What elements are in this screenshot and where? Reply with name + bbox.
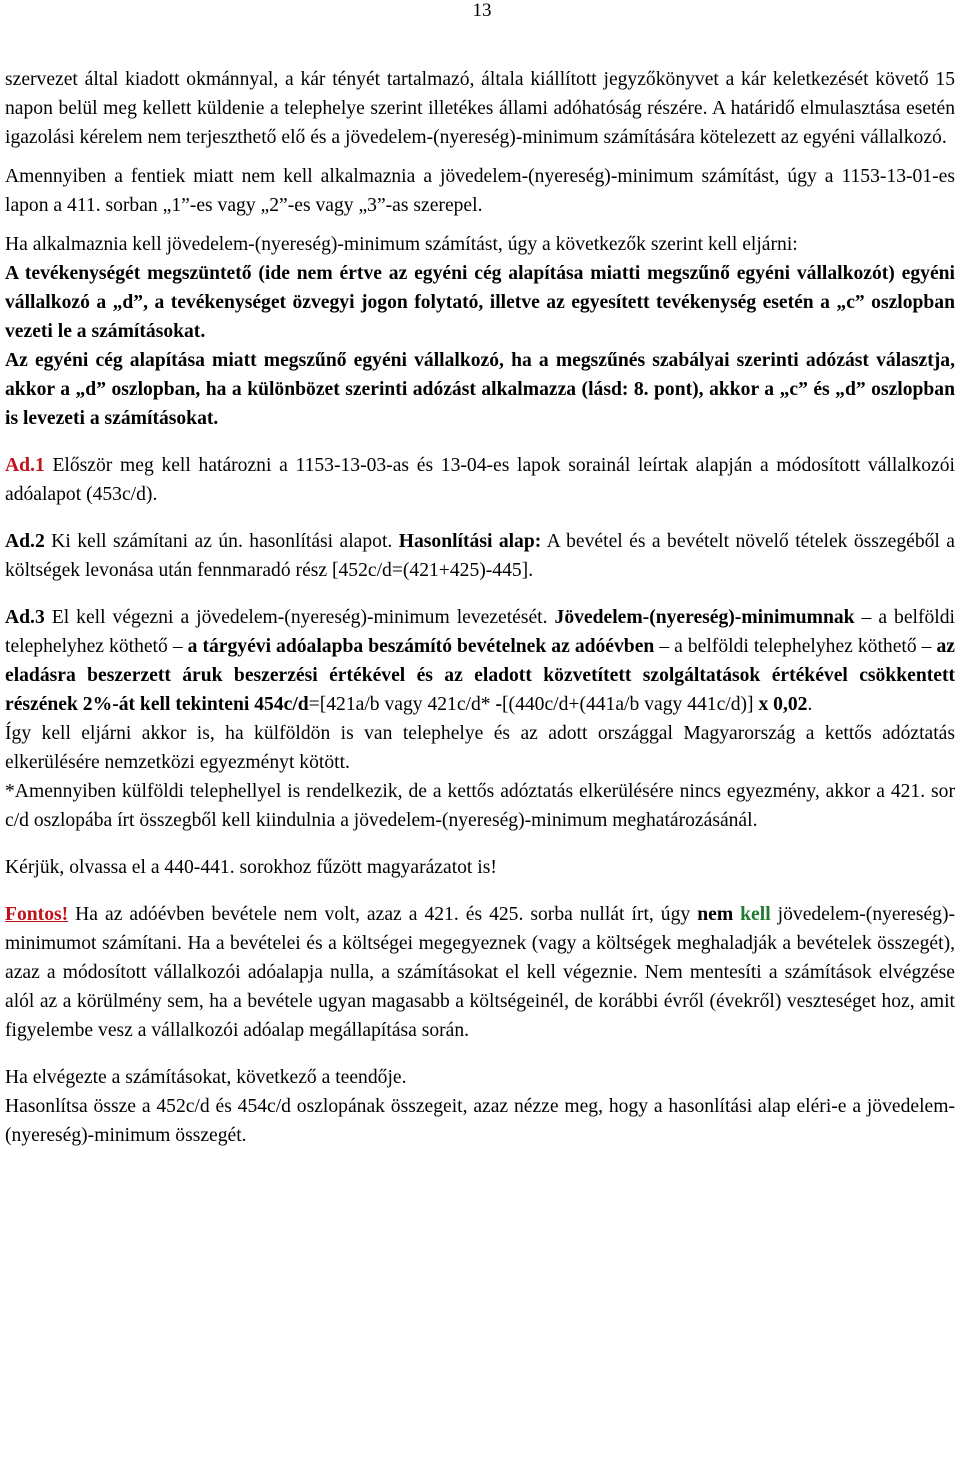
paragraph-fontos xyxy=(5,900,955,1045)
paragraph-compare: Hasonlítsa össze a 452c/d és 454c/d oszlopának összegeit, azaz nézze meg, hogy a hasonlítási alap eléri-e a jövedelem-(nyereség)-minimum összegét. xyxy=(5,1096,955,1146)
ad3-bold-5: x 0,02 xyxy=(758,694,808,715)
paragraph-ad3 xyxy=(5,603,955,719)
fontos-text-1: Ha az adóévben bevétele nem volt, azaz a 421. és 425. sorba nullát írt, úgy xyxy=(68,904,698,925)
paragraph-procedure-intro: Ha alkalmaznia kell jövedelem-(nyereség)-minimum számítást, úgy a következők szerint kell eljárni: xyxy=(5,234,798,255)
ad3-text-1: El kell végezni a jövedelem-(nyereség)-minimum levezetését. xyxy=(44,607,555,628)
fontos-bold-nem: nem xyxy=(697,904,734,925)
paragraph-ad1 xyxy=(5,451,955,509)
fontos-text-2: jövedelem-(nyereség)-minimumot számítani. Ha a bevételei és a költségei megegyeznek (vagy a költségek meghaladják a bevételek összegét), azaz a módosított vállalkozói adóalapja nulla, a számításokat el kell végeznie. Nem mentesíti a számítások elvégzése alól az a körülmény sem, ha a bevétele ugyan magasabb a költségeinél, de korábbi évről (évekről) veszteséget hoz, amit figyelembe vesz a vállalkozói adóalap megállapítása során. xyxy=(5,904,955,1041)
ad3-text-4: =[421a/b vagy 421c/d* xyxy=(308,694,496,715)
ad3-text-2: – a belföldi telephelyhez köthető – xyxy=(5,607,955,657)
ad3-text-6: . xyxy=(807,694,813,715)
paragraph-damage-report: szervezet által kiadott okmánnyal, a kár tényét tartalmazó, általa kiállított jegyzőkönyvet a kár keletkezését követő 15 napon belül meg kellett küldenie a telephelye szerint illetékes állami adóhatóság részére. A határidő elmulasztása esetén igazolási kérelem nem terjeszthető elő és a jövedelem-(nyereség)-minimum számítására kötelezett az egyéni vállalkozó. xyxy=(5,69,955,148)
fontos-bold-kell: kell xyxy=(740,904,771,925)
paragraph-ad2 xyxy=(5,527,955,585)
paragraph-not-applicable: Amennyiben a fentiek miatt nem kell alkalmaznia a jövedelem-(nyereség)-minimum számítást, úgy a 1153-13-01-es lapon a 411. sorban „1”-es vagy „2”-es vagy „3”-as szerepel. xyxy=(5,166,955,216)
paragraph-next-step: Ha elvégezte a számításokat, következő a teendője. xyxy=(5,1067,407,1088)
ad3-text-5: [(440c/d+(441a/b vagy 441c/d)] xyxy=(502,694,759,715)
document-body xyxy=(5,65,955,1150)
fontos-label: Fontos! xyxy=(5,904,69,925)
ad3-bold-4: - xyxy=(495,694,503,715)
ad2-bold-term: Hasonlítási alap: xyxy=(398,531,542,552)
paragraph-read-note: Kérjük, olvassa el a 440-441. sorokhoz fűzött magyarázatot is! xyxy=(5,857,497,878)
ad2-text-1: Ki kell számítani az ún. hasonlítási alapot. xyxy=(44,531,399,552)
paragraph-company-formation-rule: Az egyéni cég alapítása miatt megszűnő egyéni vállalkozó, ha a megszűnés szabályai szerinti adózást választja, akkor a „d” oszlopban, ha a különbözet szerinti adózást alkalmazza (lásd: 8. pont), akkor a „c” és „d” oszlopban is levezeti a számításokat. xyxy=(5,350,955,429)
paragraph-termination-rule: A tevékenységét megszüntető (ide nem értve az egyéni cég alapítása miatti megszűnő egyéni vállalkozót) egyéni vállalkozó a „d”, a tevékenységet özvegyi jogon folytató, illetve az egyesített tevékenység esetén a „c” oszlopban vezeti le a számításokat. xyxy=(5,263,955,342)
ad3-bold-3: az eladásra beszerzett áruk beszerzési értékével és az eladott közvetített szolgáltatások értékével csökkentett részének 2%-át kell tekinteni 454c/d xyxy=(5,636,955,715)
paragraph-foreign-site: Így kell eljárni akkor is, ha külföldön is van telephelye és az adott országgal Magyarország a kettős adóztatás elkerülésére nemzetközi egyezményt kötött. xyxy=(5,723,955,773)
ad2-text-2: A bevétel és a bevételt növelő tételek összegéből a költségek levonása után fennmaradó rész [452c/d=(421+425)-445]. xyxy=(5,531,955,581)
ad1-label: Ad.1 xyxy=(5,455,45,476)
ad3-bold-1: Jövedelem-(nyereség)-minimumnak xyxy=(554,607,855,628)
ad1-text: Először meg kell határozni a 1153-13-03-as és 13-04-es lapok sorainál leírtak alapján a módosított vállalkozói adóalapot (453c/d). xyxy=(5,455,955,505)
ad2-label: Ad.2 xyxy=(5,531,45,552)
ad3-text-3: – a belföldi telephelyhez köthető – xyxy=(654,636,937,657)
ad3-bold-2: a tárgyévi adóalapba beszámító bevételnek az adóévben xyxy=(187,636,655,657)
page-number: 13 xyxy=(472,0,492,21)
paragraph-no-treaty: *Amennyiben külföldi telephellyel is rendelkezik, de a kettős adóztatás elkerülésére nincs egyezmény, akkor a 421. sor c/d oszlopába írt összegből kell kiindulnia a jövedelem-(nyereség)-minimum meghatározásánál. xyxy=(5,781,955,831)
ad3-label: Ad.3 xyxy=(5,607,45,628)
